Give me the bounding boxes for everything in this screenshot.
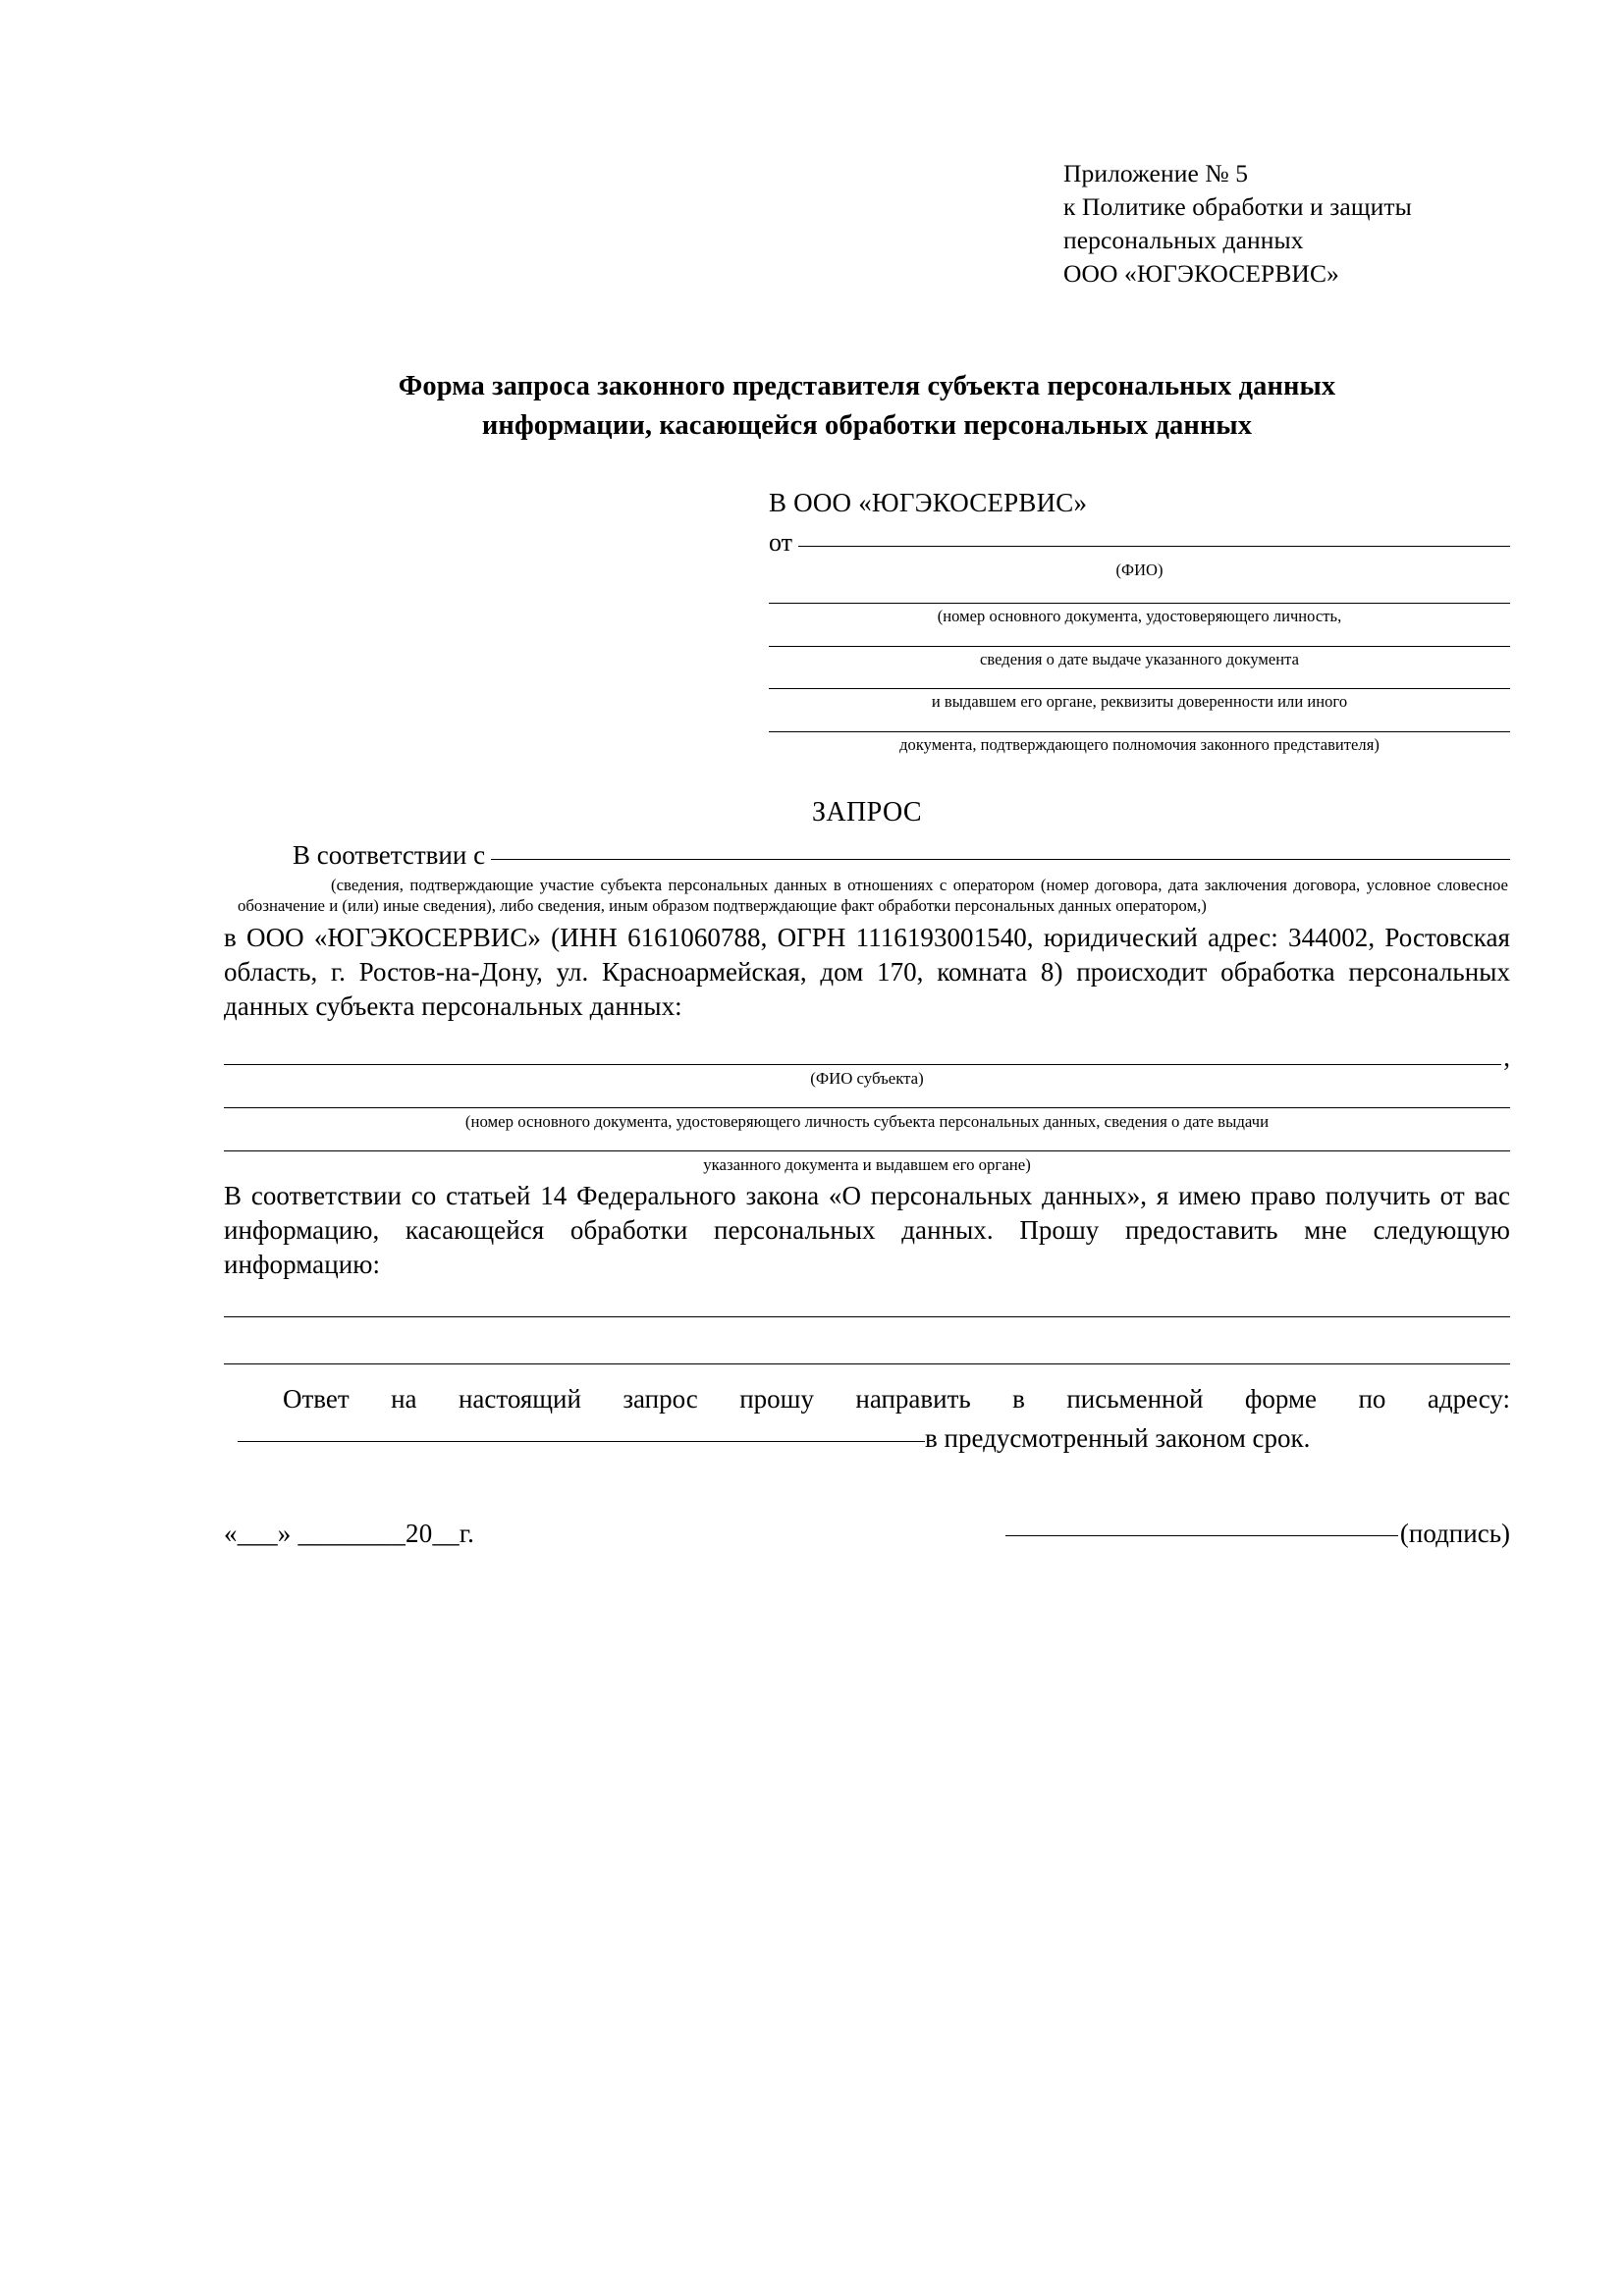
addressee-organization: В ООО «ЮГЭКОСЕРВИС»	[769, 487, 1088, 517]
caption-fio: (ФИО)	[1115, 560, 1164, 579]
info-request-field-2[interactable]	[224, 1362, 1510, 1364]
basis-label: В соответствии с	[293, 839, 486, 870]
caption-subject-doc-2: указанного документа и выдавшем его органе)	[703, 1155, 1031, 1175]
page-title-line-1: Форма запроса законного представителя субъекта персональных данных	[398, 370, 1336, 401]
from-fio-field[interactable]	[798, 545, 1510, 547]
document-content	[224, 157, 1510, 1549]
answer-address-row	[224, 1423, 1510, 1454]
answer-address-paragraph: Ответ на настоящий запрос прошу направить в письменной форме по адресу:	[283, 1384, 1510, 1415]
basis-field[interactable]	[491, 858, 1510, 860]
appendix-header-line-4: ООО «ЮГЭКОСЕРВИС»	[1063, 258, 1339, 288]
addressee-block	[769, 488, 1510, 756]
doc-date-field[interactable]	[769, 645, 1510, 647]
caption-basis: (сведения, подтверждающие участие субъекта персональных данных в отношениях с оператором (номер договора, дата заключения договора, условное словесное обозначение и (или) иные сведения), либо сведения, иным образом подтверждающие факт обработки персональных данных оператором,)	[238, 875, 1508, 916]
caption-subject-fio: (ФИО субъекта)	[810, 1069, 924, 1089]
basis-row	[224, 840, 1510, 871]
caption-doc-powers: документа, подтверждающего полномочия законного представителя)	[899, 735, 1380, 755]
answer-address-tail: в предусмотренный законом срок.	[925, 1422, 1311, 1453]
signature-block	[1005, 1519, 1510, 1549]
subject-fio-comma: ,	[1503, 1041, 1510, 1072]
doc-powers-field[interactable]	[769, 730, 1510, 732]
subject-fio-row	[224, 1041, 1510, 1072]
caption-doc-number: (номер основного документа, удостоверяющего личность,	[937, 607, 1342, 626]
law-paragraph: В соответствии со статьей 14 Федерального закона «О персональных данных», я имею право получить от вас информацию, касающейся обработки персональных данных. Прошу предоставить мне следующую информацию:	[224, 1181, 1510, 1280]
appendix-header-line-3: персональных данных	[1063, 225, 1304, 254]
answer-address-field[interactable]	[238, 1440, 925, 1442]
subject-doc-field[interactable]	[224, 1106, 1510, 1108]
subject-doc-field-2[interactable]	[224, 1149, 1510, 1151]
subject-fio-field[interactable]	[224, 1063, 1501, 1065]
page-title-line-2: информации, касающейся обработки персональных данных	[481, 410, 1253, 442]
organization-paragraph: в ООО «ЮГЭКОСЕРВИС» (ИНН 6161060788, ОГРН 1116193001540, юридический адрес: 344002, Ростовская область, г. Ростов-на-Дону, ул. Красноармейская, дом 170, комната 8) происходит обработка персональных данных субъекта персональных данных:	[224, 922, 1510, 1021]
date-field[interactable]: «___» ________20__г.	[224, 1518, 475, 1548]
caption-subject-doc: (номер основного документа, удостоверяющего личность субъекта персональных данных, сведения о дате выдачи	[464, 1112, 1270, 1132]
appendix-header-line-2: к Политике обработки и защиты	[1063, 191, 1412, 221]
signature-row	[224, 1519, 1510, 1549]
request-heading: ЗАПРОС	[811, 796, 923, 828]
caption-doc-date: сведения о дате выдаче указанного документа	[980, 649, 1299, 668]
caption-doc-organ: и выдавшем его органе, реквизиты доверенности или иного	[931, 692, 1348, 712]
from-row	[769, 528, 1510, 558]
signature-field[interactable]	[1005, 1534, 1398, 1536]
page-title	[224, 367, 1510, 447]
appendix-header	[1063, 157, 1510, 291]
doc-organ-field[interactable]	[769, 687, 1510, 689]
signature-label: (подпись)	[1399, 1518, 1510, 1548]
appendix-header-line-1: Приложение № 5	[1063, 159, 1249, 187]
from-label: от	[769, 527, 793, 557]
doc-number-field[interactable]	[769, 602, 1510, 604]
info-request-field-1[interactable]	[224, 1315, 1510, 1317]
